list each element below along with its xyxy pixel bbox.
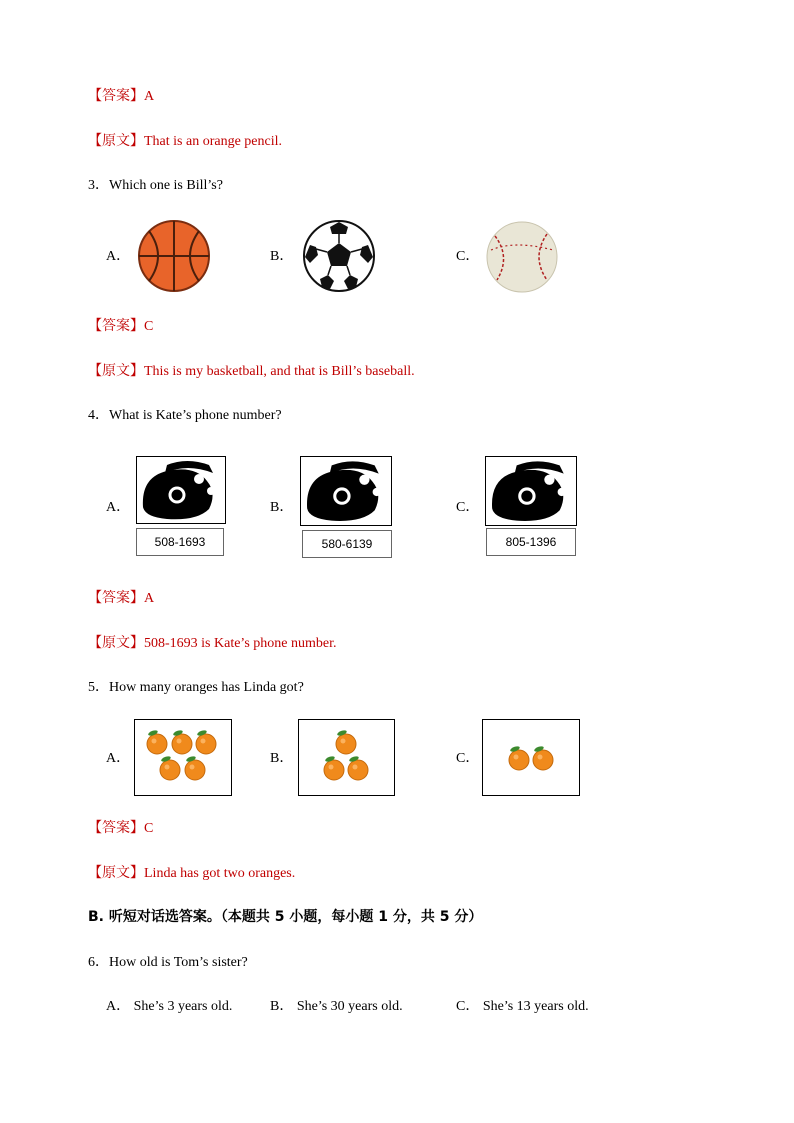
basketball-icon: [137, 219, 211, 298]
question-q5: 5．How many oranges has Linda got?: [88, 680, 304, 695]
question-q6: 6．How old is Tom’s sister?: [88, 955, 248, 970]
script-tag: 【原文】: [88, 636, 144, 651]
answer-value: C: [144, 821, 154, 836]
option-c-label: C．: [456, 751, 480, 766]
answer-line-q3: [88, 318, 153, 336]
q6-option-a: A． She’s 3 years old.: [106, 999, 233, 1014]
answer-value: A: [144, 89, 155, 104]
script-tag: 【原文】: [88, 866, 144, 881]
option-a-label: A．: [106, 249, 131, 264]
q6-option-c: C． She’s 13 years old.: [456, 999, 589, 1014]
orange-fruit-icon: [160, 755, 180, 780]
oranges-picture-c: [482, 719, 580, 796]
soccer-ball-icon: [302, 219, 376, 298]
orange-fruit-icon: [509, 745, 529, 770]
orange-fruit-icon: [533, 745, 553, 770]
q6-option-b: B． She’s 30 years old.: [270, 999, 403, 1014]
script-line-q4: [88, 635, 336, 653]
script-tag: 【原文】: [88, 364, 144, 379]
answer-tag: 【答案】: [88, 319, 144, 334]
script-text: That is an orange pencil.: [144, 134, 283, 149]
script-line-q5: [88, 865, 295, 883]
answer-line-q2: [88, 88, 154, 106]
oranges-picture-b: [298, 719, 395, 796]
option-c-label: C．: [456, 249, 480, 264]
script-text: This is my basketball, and that is Bill’s baseball.: [144, 364, 415, 379]
script-text: Linda has got two oranges.: [144, 866, 296, 881]
orange-fruit-icon: [172, 729, 192, 754]
phone-number-box-a: 508-1693: [136, 528, 224, 556]
option-b-label: B．: [270, 249, 294, 264]
question-q4: 4．What is Kate’s phone number?: [88, 408, 282, 423]
script-tag: 【原文】: [88, 134, 144, 149]
orange-fruit-icon: [147, 729, 167, 754]
baseball-icon: [485, 220, 559, 299]
telephone-icon: [136, 456, 226, 524]
script-line-q2: [88, 133, 282, 151]
phone-number-box-b: 580-6139: [302, 530, 392, 558]
option-b-label: B．: [270, 751, 294, 766]
answer-value: A: [144, 591, 155, 606]
answer-tag: 【答案】: [88, 821, 144, 836]
answer-tag: 【答案】: [88, 89, 144, 104]
script-text: 508-1693 is Kate’s phone number.: [144, 636, 337, 651]
orange-fruit-icon: [336, 729, 356, 754]
orange-fruit-icon: [324, 755, 344, 780]
orange-fruit-icon: [348, 755, 368, 780]
option-a-label: A．: [106, 751, 131, 766]
telephone-icon: [300, 456, 392, 526]
question-q3: 3．Which one is Bill’s?: [88, 178, 223, 193]
answer-value: C: [144, 319, 154, 334]
oranges-picture-a: [134, 719, 232, 796]
answer-tag: 【答案】: [88, 591, 144, 606]
script-line-q3: [88, 363, 415, 381]
answer-line-q4: [88, 590, 154, 608]
phone-number-box-c: 805-1396: [486, 528, 576, 556]
orange-fruit-icon: [196, 729, 216, 754]
section-b-heading: B. 听短对话选答案。（本题共 5 小题，每小题 1 分，共 5 分）: [88, 909, 483, 925]
orange-fruit-icon: [185, 755, 205, 780]
option-b-label: B．: [270, 500, 294, 515]
option-c-label: C．: [456, 500, 480, 515]
answer-line-q5: [88, 820, 153, 838]
telephone-icon: [485, 456, 577, 526]
option-a-label: A．: [106, 500, 131, 515]
